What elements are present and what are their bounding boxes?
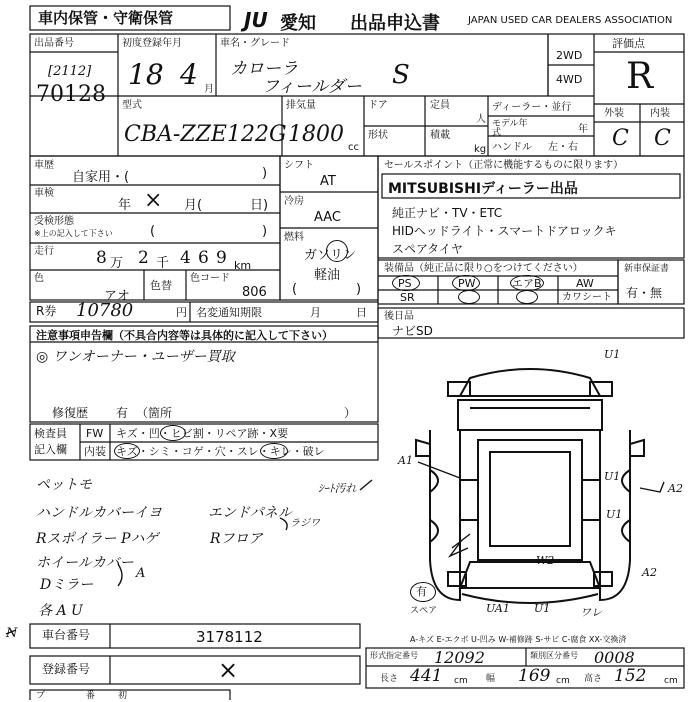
first-reg-month-unit: 月 (204, 84, 214, 95)
equip-airbag: エアB (512, 277, 542, 290)
reg-value: × (218, 656, 239, 684)
damage-legend: A-キズ E-エクボ U-凹み W-補修跡 S-サビ C-腐食 XX-交換済 (410, 635, 627, 644)
load-label: 積載 (430, 130, 450, 141)
handnote-3: Rスポイラー Pハゲ (36, 531, 159, 547)
damage-ua1: UA1 (486, 602, 510, 615)
history-value: 自家用・( (72, 170, 130, 185)
equip-pw-circle (452, 275, 480, 291)
model-grade: S (392, 60, 410, 90)
lot-number: 70128 (36, 82, 106, 107)
handnote-6: 各 A U (38, 603, 83, 619)
damage-a2-right: A2 (668, 482, 683, 495)
shaken-label: 車検 (34, 188, 54, 199)
model-number-label: 形式指定番号 (370, 651, 418, 660)
fuel-open: ( (292, 282, 298, 297)
mileage-digit-1: 4 (180, 248, 191, 268)
exterior-value: C (612, 126, 629, 151)
receipt-close: ) (262, 224, 268, 239)
mileage-unit: km (234, 259, 252, 272)
handnote-4: ホイールカバー (36, 555, 134, 571)
handnote-side-2: Rフロア (210, 531, 263, 547)
damage-u1-top: U1 (604, 348, 621, 361)
damage-a1: A1 (398, 454, 413, 467)
bottom-tab-2: 番 (86, 691, 96, 701)
color-code-label: 色コード (190, 273, 230, 284)
history-label: 車歴 (34, 160, 54, 171)
displacement-unit: cc (348, 142, 359, 153)
handnote-2: ハンドルカバーイヨ (36, 505, 162, 521)
damage-crack: ワレ (580, 606, 602, 619)
model-year-unit: 年 (578, 124, 588, 135)
notify-day: 日 (356, 306, 367, 319)
cooling-value: AAC (314, 210, 341, 225)
type-value: CBA-ZZE122G (124, 122, 287, 147)
shift-label: シフト (284, 160, 314, 171)
bottom-tab-3: 初 (118, 691, 128, 701)
equip-mark-circle-2 (516, 290, 538, 304)
interior-value: C (654, 126, 671, 151)
equip-aw: AW (576, 277, 594, 290)
inspection-interior: 内装 (84, 445, 106, 458)
ju-logo: JU (244, 8, 268, 32)
receipt-label: 受検形態 (34, 216, 74, 227)
shaken-x-mark: × (144, 188, 163, 213)
notify-month: 月 (310, 306, 321, 319)
equipment-label: 装備品（純正品に限り○をつけてください） (384, 263, 583, 274)
mileage-label: 走行 (34, 246, 54, 257)
lot-label: 出品番号 (34, 38, 74, 49)
reg-label: 登録番号 (42, 662, 91, 676)
color-label: 色 (34, 273, 44, 284)
selling-label: セールスポイント（正常に機能するものに限ります） (384, 160, 624, 171)
width-unit: cm (556, 676, 570, 686)
rear-value: ナビSD (392, 324, 433, 338)
category-number-value: 0008 (594, 648, 635, 667)
handnote-a-mark: A (136, 566, 146, 581)
height-value: 152 (614, 666, 647, 686)
cooling-label: 冷房 (284, 196, 304, 207)
receipt-open: ( (150, 224, 156, 239)
height-unit: cm (664, 676, 678, 686)
rating-label: 評価点 (612, 37, 645, 50)
rticket-yen: 円 (176, 306, 187, 319)
inspection-row-1: キズ・凹・ヒビ割・リペア跡・X要 (116, 427, 289, 440)
equip-pw: PW (458, 277, 476, 290)
form-title: 出品申込書 (350, 13, 440, 34)
drive-4wd: 4WD (556, 73, 583, 86)
warranty-label: 新車保証書 (624, 264, 670, 274)
equip-ps-circle (392, 275, 420, 291)
type-label: 型式 (122, 100, 142, 111)
rticket-label: R券 (36, 304, 57, 318)
width-value: 169 (518, 666, 551, 686)
rear-label: 後日品 (384, 311, 414, 322)
notes-line-1: ◎ ワンオーナー・ユーザー買取 (36, 349, 235, 365)
color-swap-label: 色替 (150, 279, 172, 292)
damage-w2: W2 (536, 554, 555, 567)
capacity-label: 定員 (430, 100, 450, 111)
handnote-5: Dミラー (40, 577, 94, 593)
category-number-label: 類別区分番号 (530, 651, 578, 660)
inspection-label-1: 検査員 (34, 427, 67, 440)
inspection-circle-2 (114, 443, 140, 459)
first-reg-label: 初度登録年月 (122, 38, 182, 49)
model-name-line2: フィールダー (262, 77, 362, 97)
lot-bracket: [2112] (48, 64, 92, 79)
handnote-top-right: ｼｰﾄ汚れ (318, 482, 357, 495)
bottom-tab-1: ブ (36, 691, 46, 701)
capacity-unit: 人 (476, 114, 486, 125)
mileage-man: 8 (96, 248, 107, 268)
chassis-label: 車台番号 (42, 628, 91, 642)
receipt-note: ※上の記入して下さい (34, 229, 113, 238)
shape-label: 形状 (368, 130, 388, 141)
fuel-label: 燃料 (284, 232, 304, 243)
color-code-value: 806 (242, 285, 267, 300)
spare-circle-text: 有 (416, 585, 427, 598)
length-unit: cm (454, 676, 468, 686)
shaken-month: 月( (184, 198, 203, 213)
drive-2wd: 2WD (556, 49, 583, 62)
damage-a2-rear: A2 (642, 566, 657, 579)
dealer-label: ディーラー・並行 (492, 102, 572, 113)
load-unit: kg (474, 144, 487, 155)
length-label: 長さ (380, 674, 399, 684)
rticket-value: 10780 (76, 300, 134, 321)
association-name: JAPAN USED CAR DEALERS ASSOCIATION (468, 15, 673, 26)
displacement-value: 1800 (288, 122, 344, 147)
first-reg-year: 18 (128, 58, 164, 91)
notify-label: 名変通知期限 (196, 306, 262, 319)
mileage-digit-2: 6 (198, 248, 209, 268)
notes-label: 注意事項申告欄（不具合内容等は具体的に記入して下さい） (36, 329, 333, 342)
model-name-line1: カローラ (230, 59, 298, 79)
handnote-1: ペットモ (36, 477, 92, 493)
handle-label: ハンドル (492, 142, 532, 153)
interior-label: 内装 (650, 108, 670, 119)
damage-u1-left: U1 (604, 470, 621, 483)
height-label: 高さ (584, 674, 603, 684)
car-diagram (416, 369, 644, 603)
equip-carpet: カワシート (562, 292, 612, 303)
inspection-row-2: キズ・シミ・コゲ・穴・スレ・キレ・破レ (116, 445, 325, 458)
equip-sr: SR (400, 291, 415, 304)
rating-value: R (626, 56, 654, 97)
selling-line-4: スペアタイヤ (392, 242, 463, 256)
color-value: アオ (104, 289, 130, 304)
selling-line-1: MITSUBISHIディーラー出品 (388, 181, 578, 197)
mileage-sen-unit: 千 (156, 256, 170, 271)
history-close: ) (262, 166, 268, 181)
warranty-value: 有・無 (626, 286, 663, 300)
width-label: 幅 (486, 674, 496, 684)
displacement-label: 排気量 (286, 100, 316, 111)
storage-label: 車内保管・守衛保管 (38, 9, 174, 27)
first-reg-month: 4 (180, 58, 198, 91)
selling-line-2: 純正ナビ・TV・ETC (392, 206, 503, 220)
model-year-label: モデル年式 (492, 119, 528, 138)
repair-value: 有 (116, 406, 129, 420)
selling-line-3: HIDヘッドライト・スマートドアロックキ (392, 224, 617, 238)
length-value: 441 (410, 666, 443, 686)
damage-u1-right: U1 (606, 508, 623, 521)
repair-place: （箇所 (136, 406, 173, 420)
equip-mark-circle (458, 290, 480, 304)
repair-close: ） (344, 406, 357, 420)
spare-label: スペア (410, 606, 438, 616)
mileage-man-unit: 万 (110, 256, 124, 271)
door-label: ドア (368, 100, 388, 111)
shift-value: AT (320, 174, 336, 189)
handle-options: 左・右 (548, 142, 578, 153)
mileage-sen: 2 (138, 248, 149, 268)
fuel-selected-circle (326, 240, 348, 262)
handnote-sign: N (6, 626, 18, 641)
aichi-label: 愛知 (280, 13, 316, 34)
equip-airbag-circle (510, 275, 544, 291)
fuel-diesel: 軽油 (314, 268, 341, 283)
equip-ps: PS (398, 277, 412, 290)
handnote-side-1: エンドパネル (208, 505, 292, 521)
model-label: 車名・グレード (220, 38, 290, 49)
inspection-circle-1 (160, 425, 186, 441)
shaken-year: 年 (118, 198, 132, 213)
fuel-close: ) (356, 282, 362, 297)
damage-u1-bottom: U1 (534, 602, 551, 615)
inspection-fw: FW (86, 427, 104, 440)
fuel-gasoline: ガソリン (304, 248, 357, 263)
model-number-value: 12092 (434, 648, 485, 667)
inspection-label-2: 記入欄 (34, 443, 67, 456)
mileage-digit-3: 9 (216, 248, 227, 268)
handnote-side-mark: ラジワ (290, 518, 320, 529)
repair-label: 修復歴 (52, 406, 89, 420)
shaken-day: 日) (250, 198, 269, 213)
exterior-label: 外装 (604, 108, 624, 119)
inspection-circle-3 (260, 443, 288, 459)
chassis-value: 3178112 (196, 628, 263, 646)
